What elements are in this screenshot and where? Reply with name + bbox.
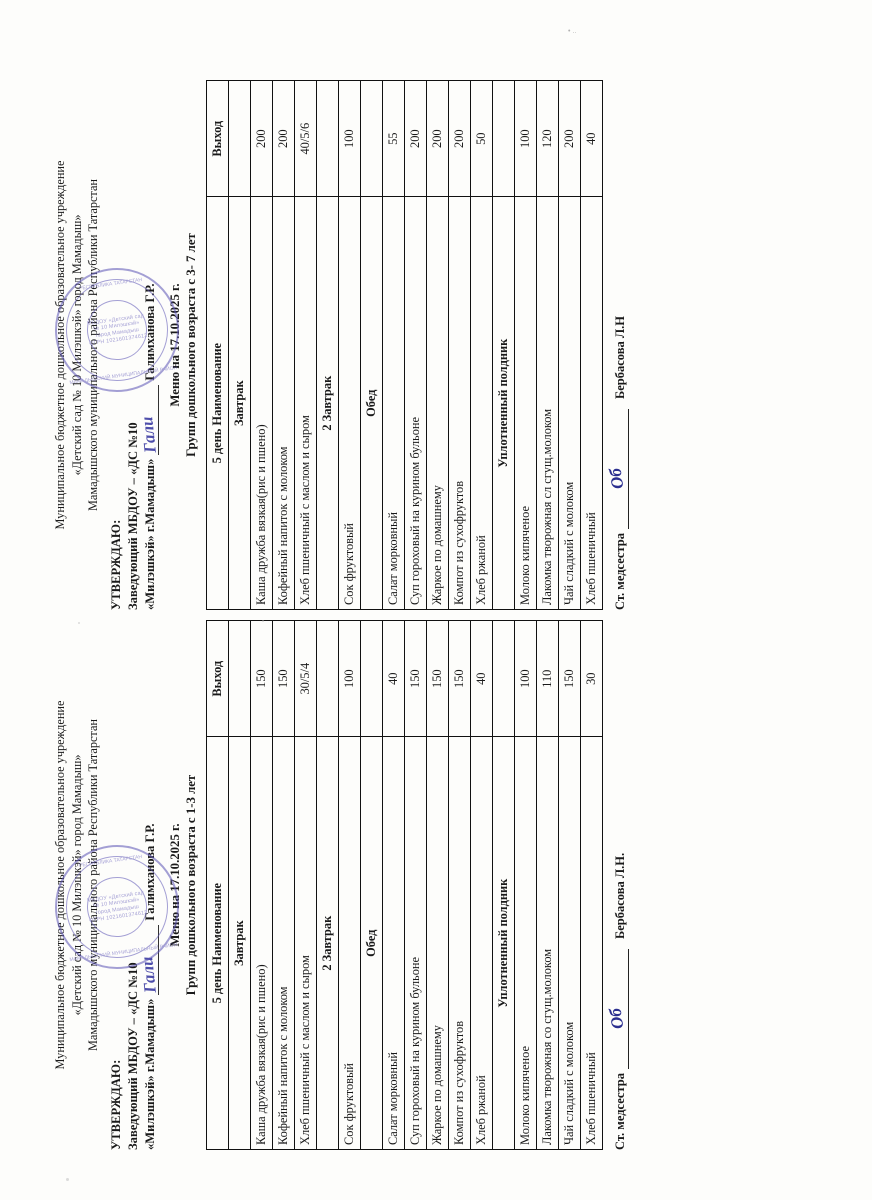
- approval-name-b: Галимханова Г.Р.: [142, 823, 157, 921]
- table-row: [559, 81, 581, 610]
- cell-portion-out: 40/5/6: [295, 81, 317, 197]
- nurse-signature-row-2: [606, 620, 629, 1150]
- table-row: [515, 81, 537, 610]
- table-header-out: Выход: [207, 621, 229, 737]
- table-section-row: [361, 81, 383, 610]
- cell-portion-out: 40: [581, 81, 603, 197]
- cell-portion-out: 50: [471, 81, 493, 197]
- menu-title: Меню на 17.10.2025 г.: [167, 283, 182, 407]
- cell-dish-name: Лакомка творожная со сгущ.молоком: [537, 737, 559, 1150]
- org-line-2-b: «Детский сад № 10 Милэшкэй» город Мамадыш»: [69, 754, 84, 1016]
- table-row: [339, 621, 361, 1150]
- table-row: [471, 81, 493, 610]
- cell-portion-out: 150: [405, 621, 427, 737]
- scan-artifact-1: • ..: [568, 28, 577, 35]
- cell-dish-name: Компот из сухофруктов: [449, 737, 471, 1150]
- cell-portion-out: 200: [273, 81, 295, 197]
- table-section-row: [229, 81, 251, 610]
- approval-signature-line: [136, 385, 160, 455]
- cell-portion-out: 120: [537, 81, 559, 197]
- cell-dish-name: 2 Завтрак: [317, 737, 339, 1150]
- table-row: [427, 621, 449, 1150]
- cell-dish-name: Кофейный напиток с молоком: [273, 737, 295, 1150]
- cell-portion-out: 30: [581, 621, 603, 737]
- cell-dish-name: Каша дружба вязкая(рис и пшено): [251, 737, 273, 1150]
- menu-table-nursery: [206, 620, 603, 1150]
- scan-artifact-4: [78, 622, 80, 624]
- cell-dish-name: 2 Завтрак: [317, 197, 339, 610]
- cell-portion-out: [361, 81, 383, 197]
- scan-artifact-3: [262, 620, 264, 622]
- cell-portion-out: 40: [383, 621, 405, 737]
- cell-dish-name: Суп гороховый на курином бульоне: [405, 197, 427, 610]
- nurse-signature-line-2: [606, 949, 629, 1069]
- nurse-scribble: Об: [606, 467, 628, 491]
- cell-dish-name: Салат морковный: [383, 197, 405, 610]
- table-row: [471, 621, 493, 1150]
- cell-dish-name: Хлеб пшеничный: [581, 197, 603, 610]
- cell-portion-out: 150: [449, 621, 471, 737]
- menu-title-2: Меню на 17.10.2025 г.: [167, 823, 182, 947]
- cell-dish-name: Хлеб пшеничный с маслом и сыром: [295, 197, 317, 610]
- table-section-row: [229, 621, 251, 1150]
- nurse-signature-line: [606, 409, 629, 529]
- stamp-arc-bottom-2: МАМАДЫШСКИЙ МУНИЦИПАЛЬНЫЙ РАЙОН: [69, 942, 178, 964]
- table-row: [405, 621, 427, 1150]
- cell-portion-out: 100: [339, 621, 361, 737]
- table-row: [449, 81, 471, 610]
- cell-dish-name: Хлеб пшеничный: [581, 737, 603, 1150]
- table-row: [339, 81, 361, 610]
- table-row: [427, 81, 449, 610]
- stamp-arc-top-2: РЕСПУБЛИКА ТАТАРСТАН: [78, 854, 143, 869]
- official-stamp-upper: [47, 260, 187, 400]
- cell-portion-out: 200: [405, 81, 427, 197]
- table-section-row: [493, 621, 515, 1150]
- cell-dish-name: Молоко кипяченое: [515, 737, 537, 1150]
- cell-dish-name: Каша дружба вязкая(рис и пшено): [251, 197, 273, 610]
- table-row: [559, 621, 581, 1150]
- approval-institution: «Милэшкэй» г.Мамадыш»: [142, 458, 157, 610]
- table-section-row: [493, 81, 515, 610]
- table-section-row: [317, 81, 339, 610]
- org-line-1-b: Муниципальное бюджетное дошкольное образовательное учреждение: [53, 700, 67, 1070]
- org-line-3: Мамадышского муниципального района Республики Татарстан: [86, 179, 101, 511]
- approval-name: Галимханова Г.Р.: [142, 283, 157, 381]
- cell-dish-name: Уплотненный полдник: [493, 197, 515, 610]
- nurse-name: Бербасова Л.Н: [613, 315, 628, 400]
- cell-dish-name: Суп гороховый на курином бульоне: [405, 737, 427, 1150]
- scan-artifact-2: [66, 1178, 69, 1181]
- cell-dish-name: Сок фруктовый: [339, 737, 361, 1150]
- table-row: [449, 621, 471, 1150]
- cell-dish-name: Жаркое по домашнему: [427, 197, 449, 610]
- cell-portion-out: 30/5/4: [295, 621, 317, 737]
- table-row: [405, 81, 427, 610]
- cell-dish-name: Уплотненный полдник: [493, 737, 515, 1150]
- nurse-signature-row: [606, 80, 629, 610]
- stamp-center-text-2: МБДОУ «Детский сад № 10 Милэшкэй» город Мамадыш ОГРН 1021601374612: [86, 889, 148, 924]
- table-header-name: 5 день Наименование: [207, 737, 229, 1150]
- table-row: [515, 621, 537, 1150]
- nurse-label-2: Ст. медсестра: [613, 1073, 628, 1150]
- cell-portion-out: 150: [427, 621, 449, 737]
- cell-dish-name: Компот из сухофруктов: [449, 197, 471, 610]
- table-row: [581, 81, 603, 610]
- cell-dish-name: Обед: [361, 737, 383, 1150]
- table-row: [295, 621, 317, 1150]
- table-header-row: [207, 621, 229, 1150]
- cell-portion-out: 100: [339, 81, 361, 197]
- table-row: [383, 81, 405, 610]
- cell-dish-name: Жаркое по домашнему: [427, 737, 449, 1150]
- menu-subtitle-2: Групп дошкольного возраста с 1-3 лет: [184, 774, 199, 996]
- org-line-2: «Детский сад № 10 Милэшкэй» город Мамадыш»: [69, 214, 84, 476]
- cell-dish-name: Молоко кипяченое: [515, 197, 537, 610]
- cell-dish-name: Завтрак: [229, 197, 251, 610]
- table-row: [251, 81, 273, 610]
- cell-portion-out: [229, 621, 251, 737]
- cell-portion-out: [361, 621, 383, 737]
- cell-dish-name: Хлеб пшеничный с маслом и сыром: [295, 737, 317, 1150]
- table-row: [581, 621, 603, 1150]
- cell-portion-out: 200: [559, 81, 581, 197]
- cell-portion-out: 200: [449, 81, 471, 197]
- approval-word-b: УТВЕРЖДАЮ:: [108, 1059, 123, 1150]
- table-section-row: [317, 621, 339, 1150]
- cell-dish-name: Завтрак: [229, 737, 251, 1150]
- nurse-scribble-2: Об: [606, 1007, 628, 1031]
- menu-subtitle: Групп дошкольного возраста с 3- 7 лет: [184, 233, 199, 457]
- table-row: [273, 81, 295, 610]
- cell-portion-out: 150: [559, 621, 581, 737]
- official-stamp-lower: [47, 837, 187, 977]
- cell-portion-out: [317, 81, 339, 197]
- org-line-3-b: Мамадышского муниципального района Республики Татарстан: [86, 719, 101, 1051]
- cell-portion-out: [493, 621, 515, 737]
- cell-dish-name: Хлеб ржаной: [471, 737, 493, 1150]
- cell-dish-name: Хлеб ржаной: [471, 197, 493, 610]
- table-row: [273, 621, 295, 1150]
- approval-word: УТВЕРЖДАЮ:: [108, 519, 123, 610]
- cell-portion-out: 150: [251, 621, 273, 737]
- org-line-1: Муниципальное бюджетное дошкольное образовательное учреждение: [53, 160, 67, 530]
- approval-institution-b: «Милэшкэй» г.Мамадыш»: [142, 998, 157, 1150]
- cell-dish-name: Сок фруктовый: [339, 197, 361, 610]
- table-row: [383, 621, 405, 1150]
- table-row: [251, 621, 273, 1150]
- nurse-label: Ст. медсестра: [613, 533, 628, 610]
- nurse-name-2: Бербасова Л.Н.: [613, 852, 628, 940]
- cell-dish-name: Обед: [361, 197, 383, 610]
- cell-dish-name: Салат морковный: [383, 737, 405, 1150]
- approval-position: Заведующий МБДОУ – «ДС №10: [125, 422, 140, 610]
- table-header-row: [207, 81, 229, 610]
- stamp-center-text: МБДОУ «Детский сад № 10 Милэшкэй» город Мамадыш ОГРН 1021601374612: [86, 312, 148, 347]
- handwritten-signature-b: Гали: [136, 955, 160, 994]
- cell-portion-out: [229, 81, 251, 197]
- cell-portion-out: 200: [251, 81, 273, 197]
- cell-portion-out: 150: [273, 621, 295, 737]
- table-section-row: [361, 621, 383, 1150]
- cell-portion-out: 100: [515, 621, 537, 737]
- menu-table-preschool: [206, 80, 603, 610]
- stamp-arc-top: РЕСПУБЛИКА ТАТАРСТАН: [78, 277, 143, 292]
- table-row: [537, 81, 559, 610]
- stamp-arc-bottom: МАМАДЫШСКИЙ МУНИЦИПАЛЬНЫЙ РАЙОН: [69, 365, 178, 387]
- table-header-name: 5 день Наименование: [207, 197, 229, 610]
- table-header-out: Выход: [207, 81, 229, 197]
- cell-dish-name: Чай сладкий с молоком: [559, 197, 581, 610]
- cell-portion-out: 200: [427, 81, 449, 197]
- approval-position-b: Заведующий МБДОУ – «ДС №10: [125, 962, 140, 1150]
- cell-portion-out: 40: [471, 621, 493, 737]
- cell-portion-out: 100: [515, 81, 537, 197]
- cell-dish-name: Чай сладкий с молоком: [559, 737, 581, 1150]
- cell-portion-out: 55: [383, 81, 405, 197]
- cell-dish-name: Кофейный напиток с молоком: [273, 197, 295, 610]
- table-row: [537, 621, 559, 1150]
- cell-portion-out: [317, 621, 339, 737]
- cell-portion-out: [493, 81, 515, 197]
- table-row: [295, 81, 317, 610]
- handwritten-signature: Гали: [136, 415, 160, 454]
- cell-portion-out: 110: [537, 621, 559, 737]
- cell-dish-name: Лакомка творожная сл сгущ.молоком: [537, 197, 559, 610]
